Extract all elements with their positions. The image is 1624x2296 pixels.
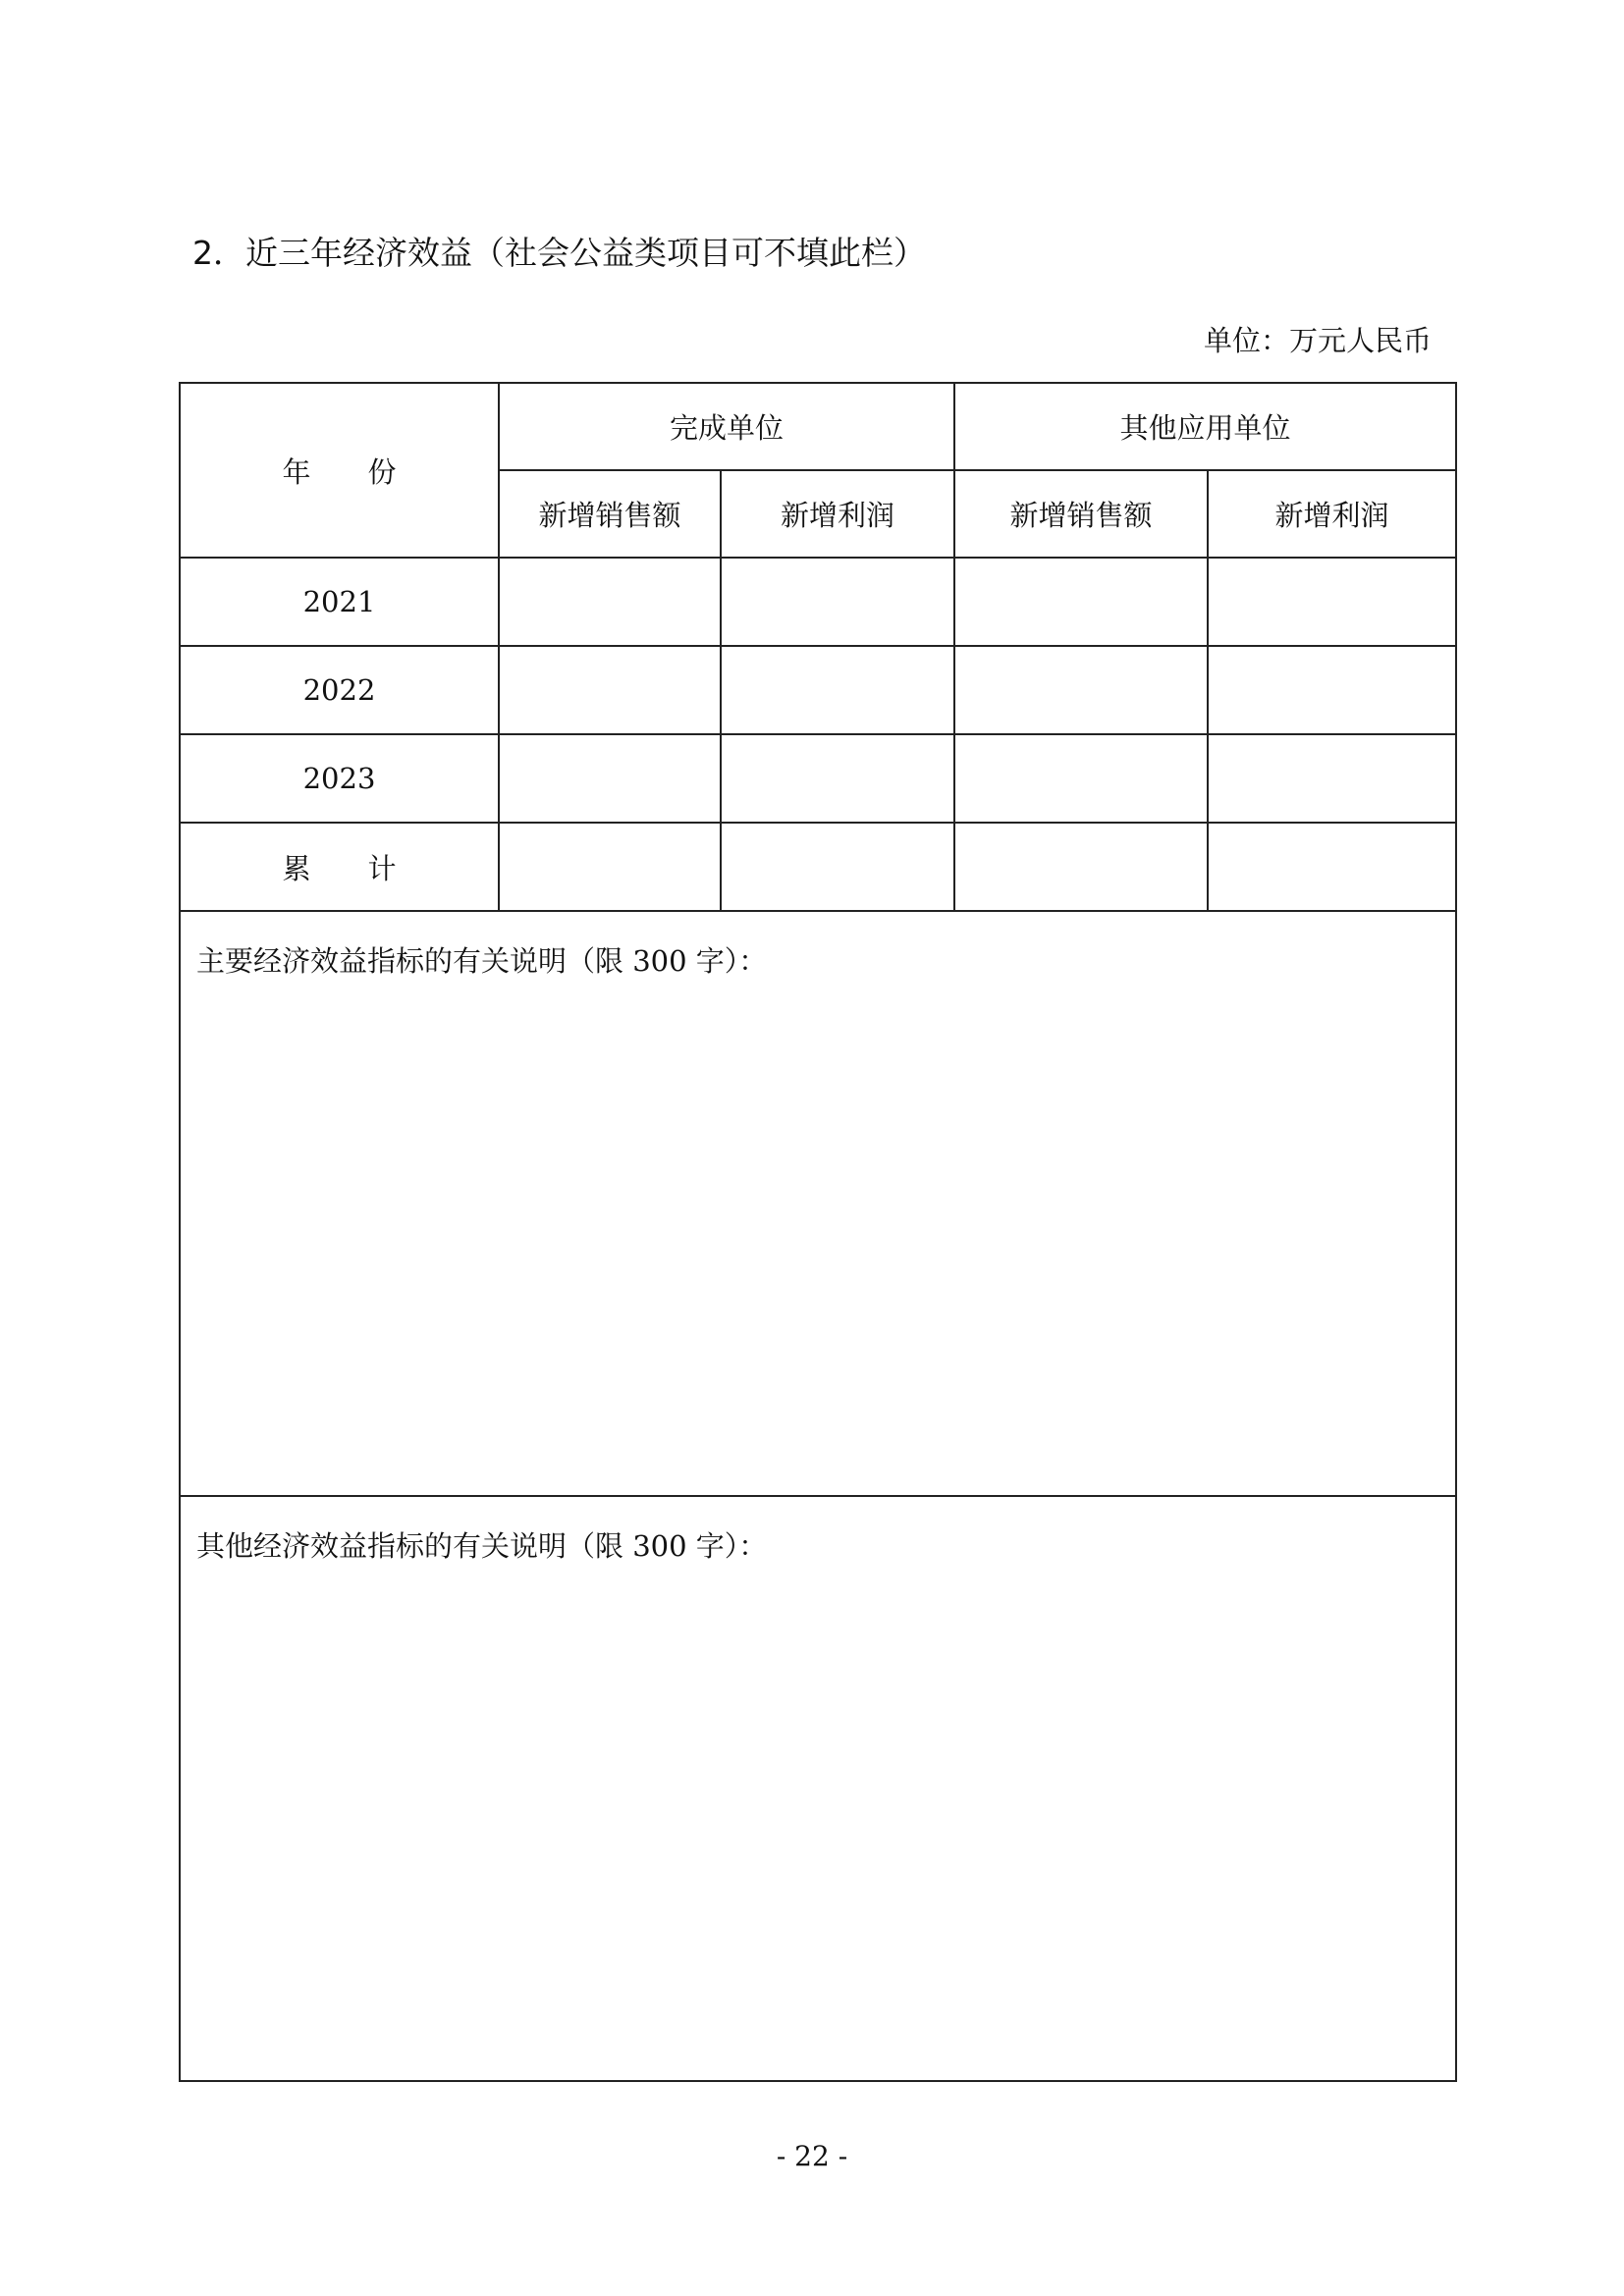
table-header-row-1 xyxy=(180,383,1456,470)
year-header-char-1: 年 xyxy=(282,454,311,489)
year-label: 2023 xyxy=(180,734,499,823)
cell-total-completing-sales[interactable] xyxy=(499,823,721,911)
main-note-row xyxy=(180,911,1456,1496)
total-label xyxy=(180,823,499,911)
section-title: 2．近三年经济效益（社会公益类项目可不填此栏） xyxy=(192,234,926,272)
cell-2023-completing-profit[interactable] xyxy=(721,734,954,823)
other-units-header: 其他应用单位 xyxy=(954,383,1456,470)
economic-benefit-table xyxy=(179,382,1457,2082)
completing-unit-new-profit-header: 新增利润 xyxy=(721,470,954,558)
other-note-field[interactable] xyxy=(180,1496,1456,2081)
cell-2022-other-sales[interactable] xyxy=(954,646,1208,734)
other-note-label: 其他经济效益指标的有关说明（限 300 字）： xyxy=(196,1529,768,1563)
cell-2023-completing-sales[interactable] xyxy=(499,734,721,823)
year-label: 2022 xyxy=(180,646,499,734)
unit-label: 单位：万元人民币 xyxy=(1203,324,1432,357)
other-note-row xyxy=(180,1496,1456,2081)
cell-2021-completing-profit[interactable] xyxy=(721,558,954,646)
year-label: 2021 xyxy=(180,558,499,646)
total-label-char-2: 计 xyxy=(367,851,397,885)
cell-total-completing-profit[interactable] xyxy=(721,823,954,911)
cell-2021-other-profit[interactable] xyxy=(1208,558,1456,646)
cell-2021-completing-sales[interactable] xyxy=(499,558,721,646)
main-note-label: 主要经济效益指标的有关说明（限 300 字）： xyxy=(196,944,768,978)
completing-unit-header: 完成单位 xyxy=(499,383,954,470)
main-note-field[interactable] xyxy=(180,911,1456,1496)
table-row-2022 xyxy=(180,646,1456,734)
completing-unit-new-sales-header: 新增销售额 xyxy=(499,470,721,558)
other-units-new-sales-header: 新增销售额 xyxy=(954,470,1208,558)
total-label-char-1: 累 xyxy=(282,851,311,885)
other-units-new-profit-header: 新增利润 xyxy=(1208,470,1456,558)
table-row-2021 xyxy=(180,558,1456,646)
page-number: - 22 - xyxy=(776,2140,848,2172)
cell-2021-other-sales[interactable] xyxy=(954,558,1208,646)
cell-2023-other-profit[interactable] xyxy=(1208,734,1456,823)
cell-total-other-profit[interactable] xyxy=(1208,823,1456,911)
table-row-2023 xyxy=(180,734,1456,823)
cell-2022-completing-profit[interactable] xyxy=(721,646,954,734)
cell-2023-other-sales[interactable] xyxy=(954,734,1208,823)
year-header-char-2: 份 xyxy=(367,454,397,489)
cell-2022-completing-sales[interactable] xyxy=(499,646,721,734)
cell-2022-other-profit[interactable] xyxy=(1208,646,1456,734)
cell-total-other-sales[interactable] xyxy=(954,823,1208,911)
table-row-total xyxy=(180,823,1456,911)
year-header xyxy=(180,383,499,558)
